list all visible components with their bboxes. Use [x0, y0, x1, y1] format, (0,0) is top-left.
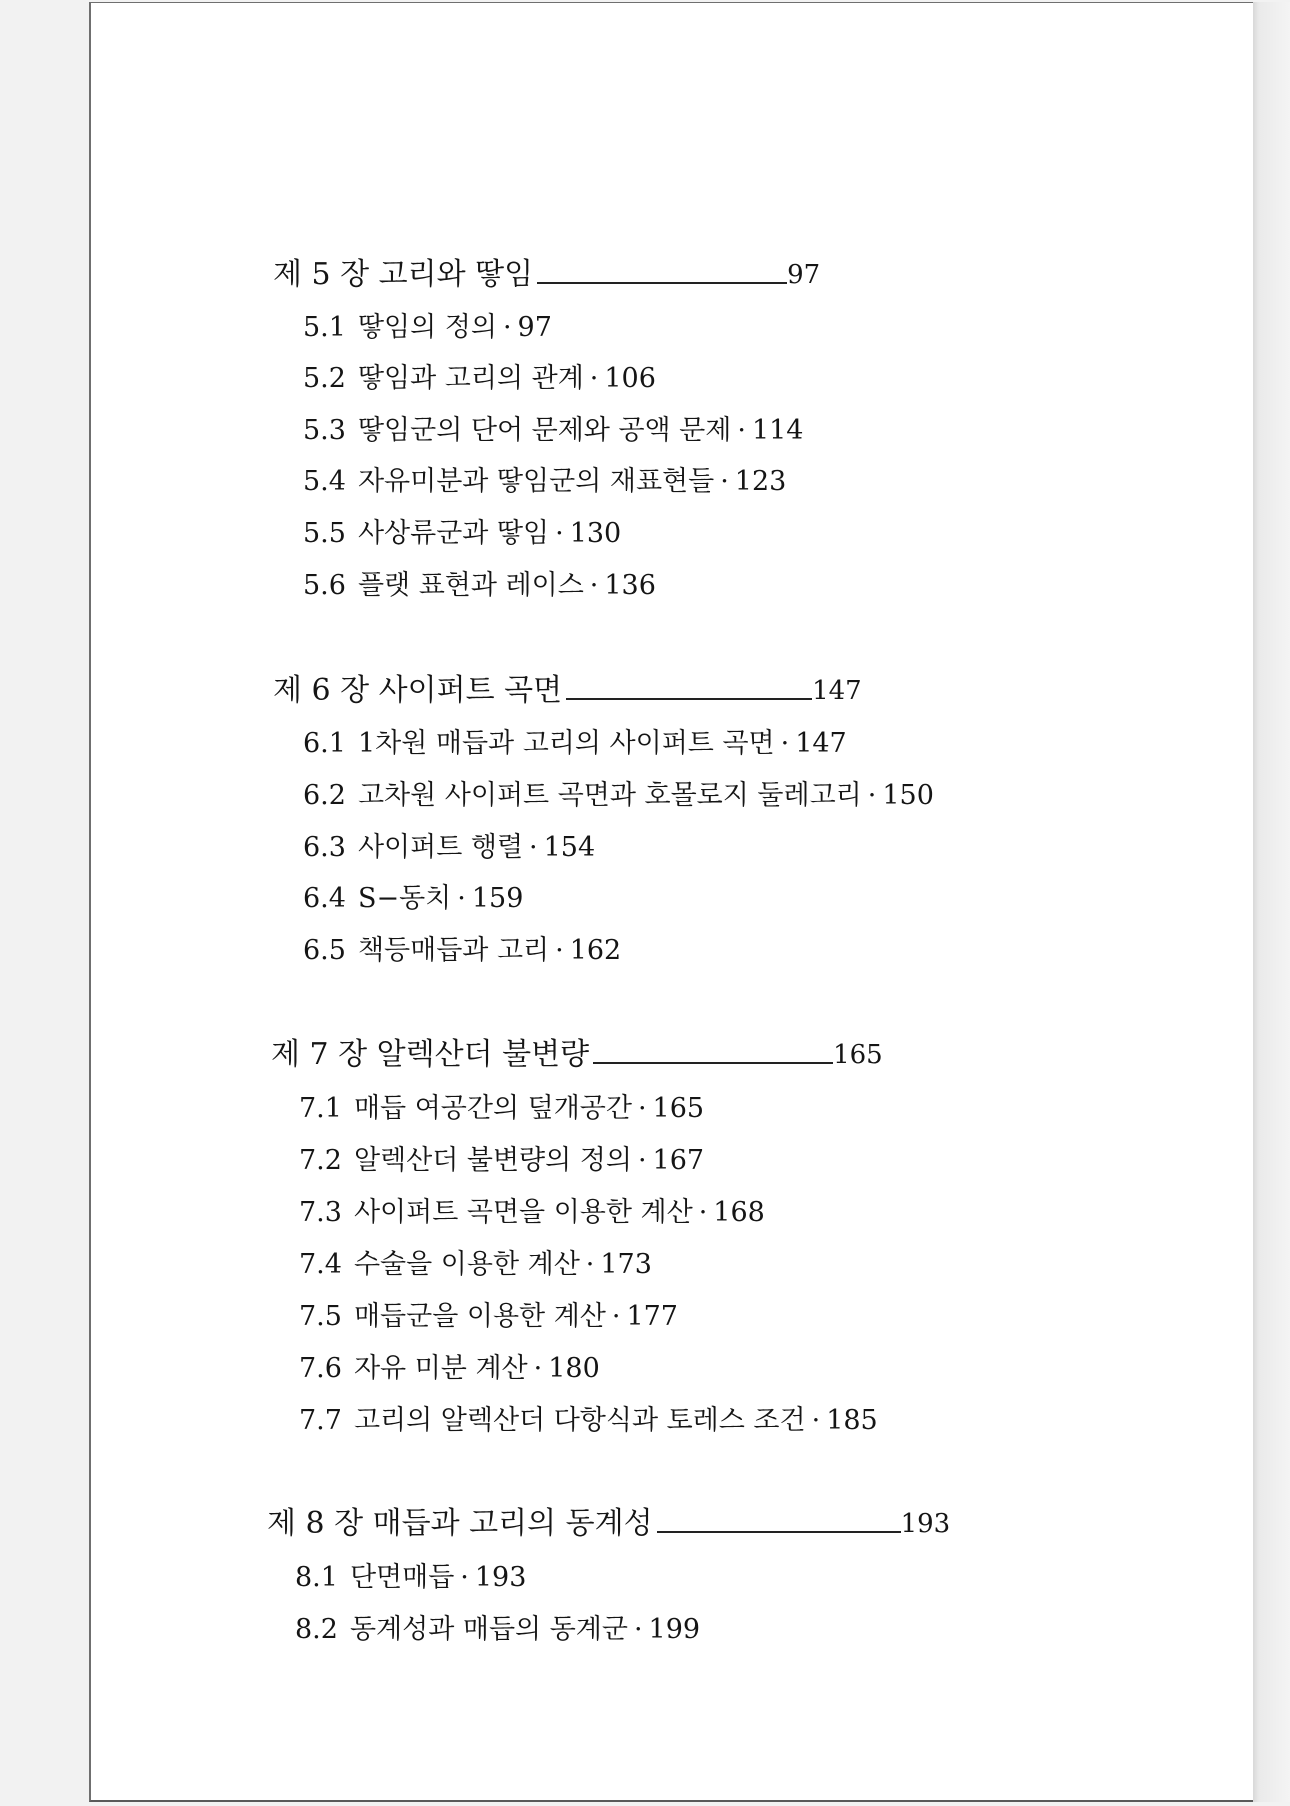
section-page-number: 114	[751, 415, 804, 446]
section-number: 7.2	[299, 1145, 342, 1176]
book-page	[89, 2, 1253, 1802]
toc-entry[interactable]	[295, 1561, 526, 1595]
section-title: 1차원 매듭과 고리의 사이퍼트 곡면	[357, 728, 775, 759]
leader-line	[657, 1531, 901, 1533]
section-page-number: 173	[600, 1249, 652, 1280]
section-page-number: 106	[604, 363, 656, 394]
separator-dot: ·	[698, 1197, 708, 1228]
chapter-page-number: 193	[900, 1509, 951, 1539]
toc-entry[interactable]	[299, 1352, 600, 1386]
section-number: 7.5	[299, 1301, 342, 1332]
section-number: 6.4	[303, 883, 346, 914]
section-page-number: 130	[569, 518, 622, 549]
toc-entry[interactable]	[299, 1144, 704, 1178]
toc-entry[interactable]	[299, 1196, 765, 1230]
separator-dot: ·	[529, 832, 538, 863]
separator-dot: ·	[611, 1301, 621, 1332]
section-title: 사이퍼트 행렬	[357, 832, 524, 863]
toc-entry[interactable]	[303, 569, 656, 603]
chapter-title-text: 제 5 장 고리와 땋임	[273, 257, 534, 292]
section-number: 8.2	[295, 1614, 338, 1645]
section-number: 5.5	[303, 518, 346, 549]
table-of-contents	[91, 3, 1255, 1803]
section-number: 5.1	[303, 312, 346, 343]
toc-entry[interactable]	[303, 362, 656, 396]
section-title: 고리의 알렉산더 다항식과 토레스 조건	[353, 1405, 806, 1436]
toc-entry[interactable]	[303, 727, 847, 761]
chapter-7-title[interactable]	[271, 1037, 883, 1073]
separator-dot: ·	[533, 1353, 543, 1384]
separator-dot: ·	[737, 415, 746, 446]
leader-line	[566, 698, 812, 700]
separator-dot: ·	[555, 935, 564, 966]
section-number: 7.1	[299, 1093, 342, 1124]
section-number: 7.6	[299, 1353, 342, 1384]
separator-dot: ·	[457, 883, 466, 914]
section-number: 7.4	[299, 1249, 342, 1280]
section-page-number: 159	[471, 883, 524, 914]
section-number: 7.3	[299, 1197, 342, 1228]
separator-dot: ·	[637, 1145, 647, 1176]
chapter-title-text: 제 7 장 알렉산더 불변량	[271, 1037, 590, 1072]
toc-entry[interactable]	[295, 1613, 700, 1647]
section-title: 사상류군과 땋임	[357, 518, 550, 549]
chapter-8-title[interactable]	[267, 1506, 950, 1542]
section-title: 자유미분과 땋임군의 재표현들	[357, 466, 715, 497]
separator-dot: ·	[589, 363, 599, 394]
section-number: 8.1	[295, 1562, 338, 1593]
section-page-number: 180	[548, 1353, 600, 1384]
section-number: 6.1	[303, 728, 346, 759]
chapter-title-text: 제 6 장 사이퍼트 곡면	[273, 673, 563, 708]
separator-dot: ·	[502, 312, 512, 343]
toc-entry[interactable]	[303, 882, 523, 916]
separator-dot: ·	[460, 1562, 469, 1593]
toc-entry[interactable]	[303, 831, 595, 865]
section-title: 알렉산더 불변량의 정의	[353, 1145, 632, 1176]
separator-dot: ·	[780, 728, 790, 759]
section-number: 7.7	[299, 1405, 342, 1436]
section-title: 땋임과 고리의 관계	[357, 363, 584, 394]
section-title: 책등매듭과 고리	[357, 935, 550, 966]
section-page-number: 97	[517, 312, 552, 343]
section-title: 자유 미분 계산	[353, 1353, 528, 1384]
toc-entry[interactable]	[303, 414, 804, 448]
toc-entry[interactable]	[303, 311, 552, 345]
section-page-number: 185	[826, 1405, 878, 1436]
section-page-number: 177	[626, 1301, 678, 1332]
section-page-number: 165	[652, 1093, 705, 1124]
separator-dot: ·	[637, 1093, 647, 1124]
section-title: 땋임의 정의	[357, 312, 497, 343]
section-title: 수술을 이용한 계산	[353, 1249, 580, 1280]
section-page-number: 154	[543, 832, 596, 863]
separator-dot: ·	[720, 466, 729, 497]
separator-dot: ·	[633, 1614, 643, 1645]
section-page-number: 168	[713, 1197, 765, 1228]
section-page-number: 147	[795, 728, 847, 759]
separator-dot: ·	[867, 780, 877, 811]
chapter-5-title[interactable]	[273, 257, 820, 293]
chapter-6-title[interactable]	[273, 673, 862, 709]
section-title: 매듭군을 이용한 계산	[353, 1301, 606, 1332]
section-page-number: 199	[648, 1614, 701, 1645]
chapter-page-number: 165	[833, 1040, 883, 1070]
chapter-title-text: 제 8 장 매듭과 고리의 동계성	[267, 1506, 653, 1541]
section-number: 5.6	[303, 570, 346, 601]
section-number: 6.3	[303, 832, 346, 863]
section-page-number: 123	[734, 466, 787, 497]
toc-entry[interactable]	[303, 517, 621, 551]
section-page-number: 167	[652, 1145, 705, 1176]
toc-entry[interactable]	[299, 1404, 878, 1438]
toc-entry[interactable]	[303, 779, 934, 813]
section-title: 단면매듭	[349, 1562, 455, 1593]
section-number: 5.3	[303, 415, 346, 446]
section-title: 고차원 사이퍼트 곡면과 호몰로지 둘레고리	[357, 780, 862, 811]
section-page-number: 136	[604, 570, 656, 601]
page-edge-shadow	[1253, 2, 1290, 1802]
separator-dot: ·	[589, 570, 599, 601]
section-title: 사이퍼트 곡면을 이용한 계산	[353, 1197, 693, 1228]
section-page-number: 150	[882, 780, 934, 811]
separator-dot: ·	[811, 1405, 821, 1436]
section-page-number: 162	[569, 935, 622, 966]
chapter-page-number: 97	[787, 260, 821, 290]
toc-entry[interactable]	[299, 1248, 652, 1282]
separator-dot: ·	[555, 518, 564, 549]
section-title: S−동치	[357, 883, 452, 914]
section-title: 플랫 표현과 레이스	[357, 570, 584, 601]
toc-entry[interactable]	[299, 1300, 678, 1334]
toc-entry[interactable]	[303, 465, 786, 499]
section-number: 6.5	[303, 935, 346, 966]
section-number: 6.2	[303, 780, 346, 811]
section-title: 매듭 여공간의 덮개공간	[353, 1093, 632, 1124]
section-number: 5.4	[303, 466, 346, 497]
toc-entry[interactable]	[303, 934, 621, 968]
separator-dot: ·	[585, 1249, 595, 1280]
leader-line	[593, 1062, 833, 1064]
chapter-page-number: 147	[812, 676, 862, 706]
section-page-number: 193	[474, 1562, 527, 1593]
section-title: 땋임군의 단어 문제와 공액 문제	[357, 415, 732, 446]
leader-line	[537, 282, 787, 284]
section-number: 5.2	[303, 363, 346, 394]
toc-entry[interactable]	[299, 1092, 704, 1126]
section-title: 동계성과 매듭의 동계군	[349, 1614, 628, 1645]
